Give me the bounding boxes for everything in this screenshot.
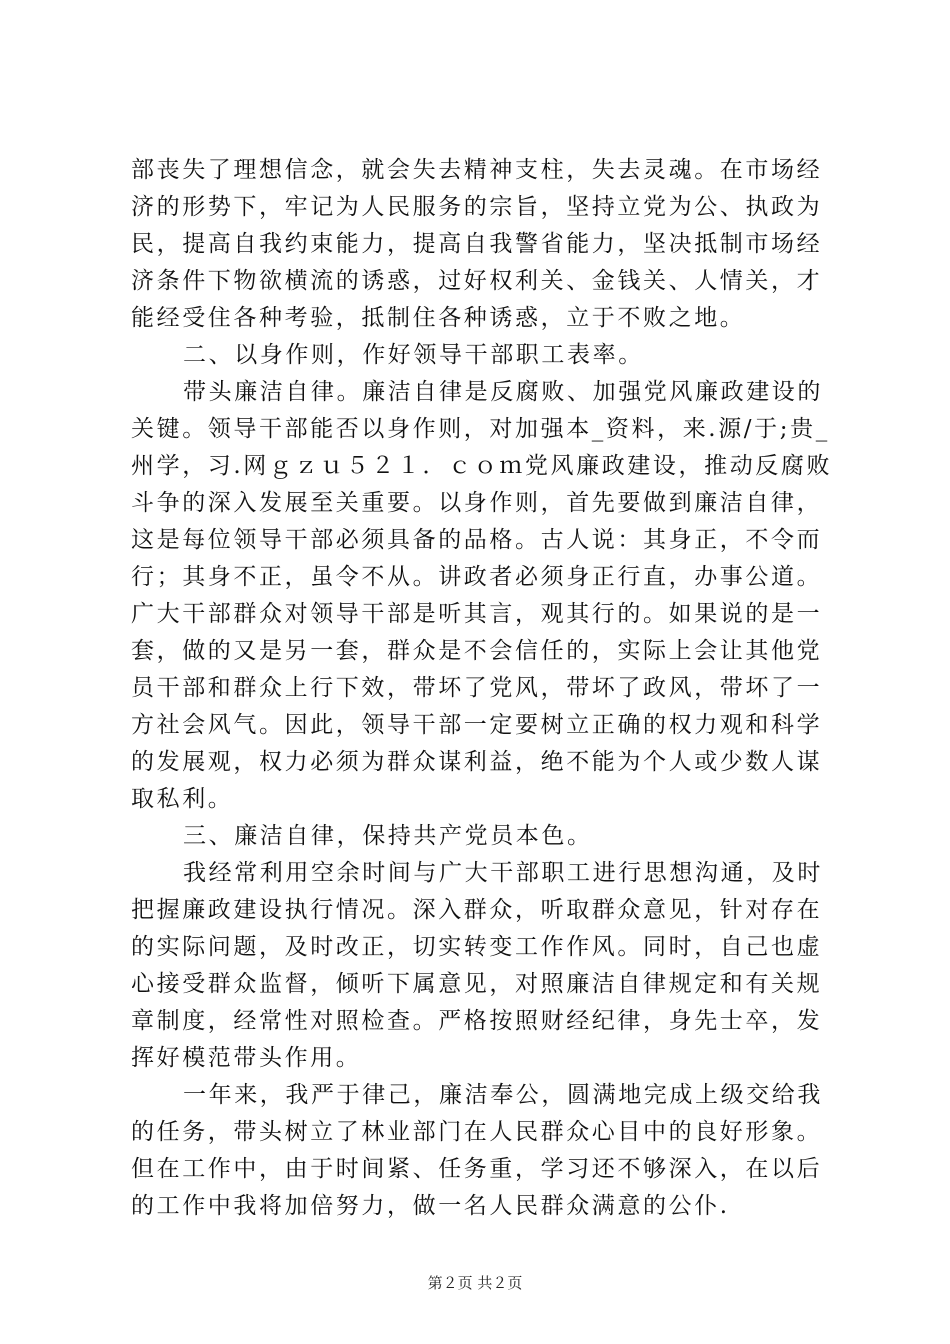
section-heading-3: 三、廉洁自律，保持共产党员本色。 <box>183 823 593 849</box>
text-line: 章制度，经常性对照检查。严格按照财经纪律，身先士卒，发 <box>131 1008 823 1034</box>
text-line: 广大干部群众对领导干部是听其言，观其行的。如果说的是一 <box>131 601 823 627</box>
text-line: 斗争的深入发展至关重要。以身作则，首先要做到廉洁自律， <box>131 490 823 516</box>
text-line: 但在工作中，由于时间紧、任务重，学习还不够深入，在以后 <box>131 1156 823 1182</box>
section-heading-2: 二、以身作则，作好领导干部职工表率。 <box>183 342 644 368</box>
text-line: 这是每位领导干部必须具备的品格。古人说：其身正，不令而 <box>131 527 823 553</box>
text-line: 的实际问题，及时改正，切实转变工作作风。同时，自己也虚 <box>131 934 823 960</box>
text-line: 部丧失了理想信念，就会失去精神支柱，失去灵魂。在市场经 <box>131 157 823 183</box>
text-line: 挥好模范带头作用。 <box>131 1045 362 1071</box>
page-number-footer: 第２页 共２页 <box>427 1274 523 1292</box>
text-line: 济条件下物欲横流的诱惑，过好权利关、金钱关、人情关，才 <box>131 268 823 294</box>
text-line: 的任务，带头树立了林业部门在人民群众心目中的良好形象。 <box>131 1119 823 1145</box>
text-line: 的工作中我将加倍努力，做一名人民群众满意的公仆. <box>131 1193 730 1219</box>
text-line: 套，做的又是另一套，群众是不会信任的，实际上会让其他党 <box>131 638 823 664</box>
text-line: 取私利。 <box>131 786 234 812</box>
text-line: 能经受住各种考验，抵制住各种诱惑，立于不败之地。 <box>131 305 746 331</box>
text-line: 济的形势下，牢记为人民服务的宗旨，坚持立党为公、执政为 <box>131 194 823 220</box>
text-line: 把握廉政建设执行情况。深入群众，听取群众意见，针对存在 <box>131 897 823 923</box>
text-line: 方社会风气。因此，领导干部一定要树立正确的权力观和科学 <box>131 712 823 738</box>
text-line: 心接受群众监督，倾听下属意见，对照廉洁自律规定和有关规 <box>131 971 823 997</box>
text-line: 民，提高自我约束能力，提高自我警省能力，坚决抵制市场经 <box>131 231 823 257</box>
text-line: 带头廉洁自律。廉洁自律是反腐败、加强党风廉政建设的 <box>183 379 823 405</box>
text-line: 关键。领导干部能否以身作则，对加强本_资料，来.源/于;贵_ <box>131 416 830 442</box>
text-line: 我经常利用空余时间与广大干部职工进行思想沟通，及时 <box>183 860 823 886</box>
text-line: 行；其身不正，虽令不从。讲政者必须身正行直，办事公道。 <box>131 564 823 590</box>
text-line: 的发展观，权力必须为群众谋利益，绝不能为个人或少数人谋 <box>131 749 823 775</box>
text-line: 州学，习.网ｇｚｕ５２１．ｃｏｍ党风廉政建设，推动反腐败 <box>131 453 833 479</box>
document-body <box>131 152 831 1225</box>
text-line: 一年来，我严于律己，廉洁奉公，圆满地完成上级交给我 <box>183 1082 823 1108</box>
text-line: 员干部和群众上行下效，带坏了党风，带坏了政风，带坏了一 <box>131 675 823 701</box>
